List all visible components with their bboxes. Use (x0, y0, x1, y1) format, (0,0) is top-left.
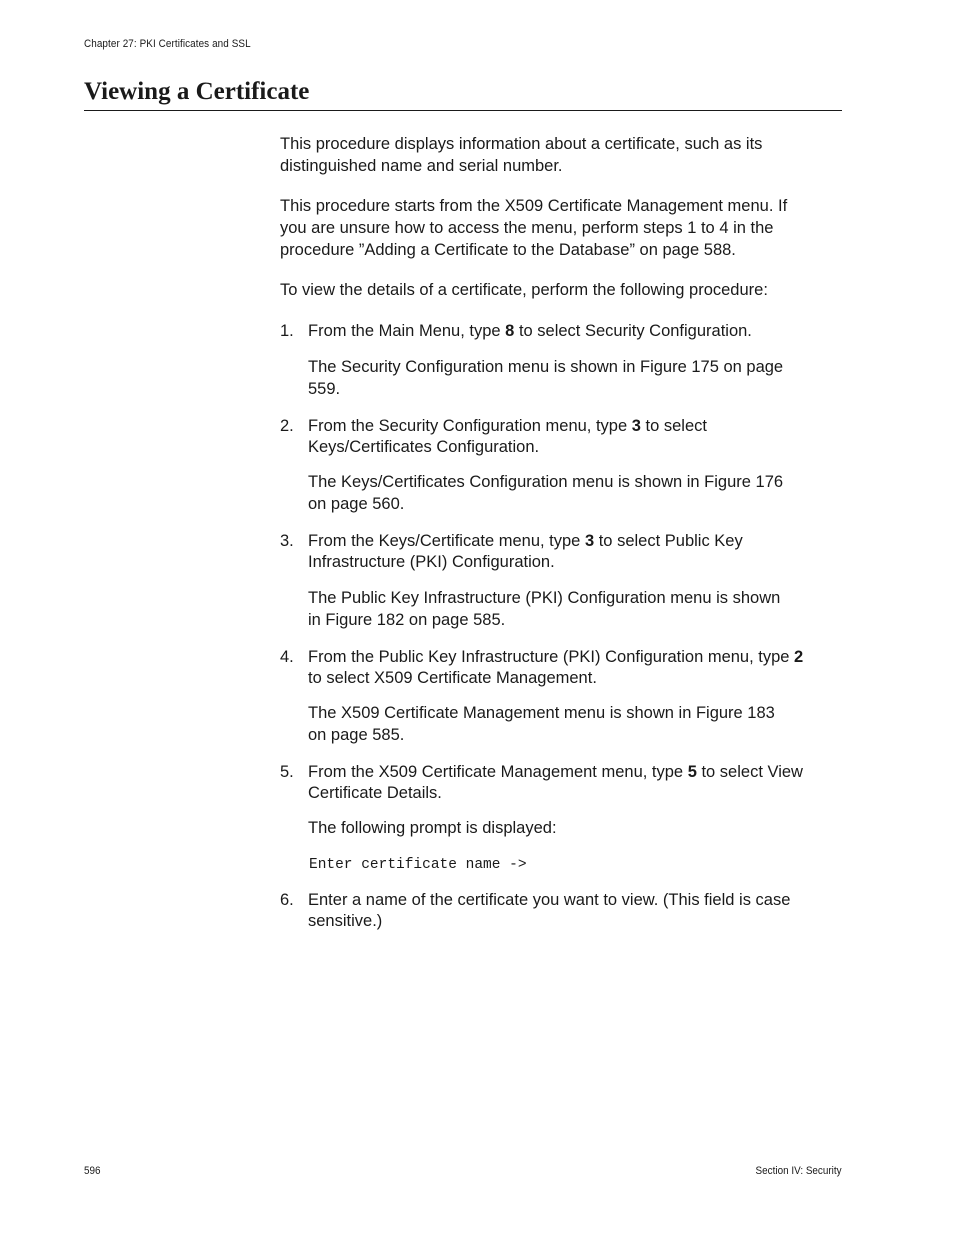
text-line: The X509 Certificate Management menu is shown in Figure 183 (308, 704, 775, 722)
text-line: The Public Key Infrastructure (PKI) Configuration menu is shown (308, 589, 781, 607)
step-2-text (308, 416, 707, 458)
step-number: 3. (280, 532, 294, 550)
intro-paragraph-3 (280, 279, 840, 301)
text-line: 559. (308, 380, 341, 398)
page-number: 596 (84, 1165, 101, 1177)
step-number: 1. (280, 322, 294, 340)
text-line: Infrastructure (PKI) Configuration. (308, 553, 555, 571)
step-3-text (308, 531, 743, 573)
step-3-note (308, 587, 780, 631)
text-line: This procedure displays information about a certificate, such as its (280, 135, 763, 153)
menu-key: 3 (584, 532, 595, 550)
step-1-text (308, 321, 752, 342)
text-line: To view the details of a certificate, perform the following procedure: (280, 281, 768, 299)
text-line: Enter a name of the certificate you want to view. (This field is case (308, 891, 791, 909)
intro-paragraph-1 (280, 133, 840, 177)
menu-key: 3 (631, 417, 641, 435)
running-header: Chapter 27: PKI Certificates and SSL (84, 38, 251, 50)
step-1-note (308, 356, 783, 400)
text-line: From the Public Key Infrastructure (PKI) Configuration menu, type 2 (308, 648, 804, 666)
text-line: The following prompt is displayed: (308, 819, 557, 837)
text-line: procedure ”Adding a Certificate to the Database” on page 588. (280, 241, 736, 259)
menu-key: 8 (505, 322, 515, 340)
step-4-text (308, 647, 803, 689)
text-line: sensitive.) (308, 912, 383, 930)
text-line: From the Keys/Certificate menu, type 3 to select Public Key (308, 532, 743, 550)
section-footer: Section IV: Security (755, 1165, 842, 1177)
step-6-text (308, 890, 790, 932)
step-5-text (308, 762, 803, 804)
step-number: 5. (280, 763, 294, 781)
text-line: The Security Configuration menu is shown in Figure 175 on page (308, 358, 784, 376)
page-title: Viewing a Certificate (84, 78, 310, 105)
step-4-note (308, 702, 775, 746)
text-line: Certificate Details. (308, 784, 442, 802)
menu-key: 5 (687, 763, 697, 781)
prompt-code: Enter certificate name -> (309, 857, 527, 873)
intro-paragraph-2 (280, 195, 840, 261)
text-line: From the Security Configuration menu, type 3 to select (308, 417, 707, 435)
step-number: 4. (280, 648, 294, 666)
step-2-note (308, 471, 783, 515)
step-number: 6. (280, 891, 294, 909)
text-line: on page 585. (308, 726, 405, 744)
text-line: From the X509 Certificate Management menu, type 5 to select View (308, 763, 803, 781)
text-line: to select X509 Certificate Management. (308, 669, 597, 687)
title-rule (84, 110, 842, 111)
text-line: The Keys/Certificates Configuration menu is shown in Figure 176 (308, 473, 784, 491)
step-number: 2. (280, 417, 294, 435)
text-line: on page 560. (308, 495, 405, 513)
text-line: in Figure 182 on page 585. (308, 611, 506, 629)
text-line: distinguished name and serial number. (280, 157, 563, 175)
step-5-note (308, 817, 557, 839)
text-line: This procedure starts from the X509 Certificate Management menu. If (280, 197, 788, 215)
text-line: Keys/Certificates Configuration. (308, 438, 540, 456)
text-line: you are unsure how to access the menu, perform steps 1 to 4 in the (280, 219, 774, 237)
text-line: From the Main Menu, type 8 to select Security Configuration. (308, 322, 752, 340)
menu-key: 2 (794, 648, 804, 666)
